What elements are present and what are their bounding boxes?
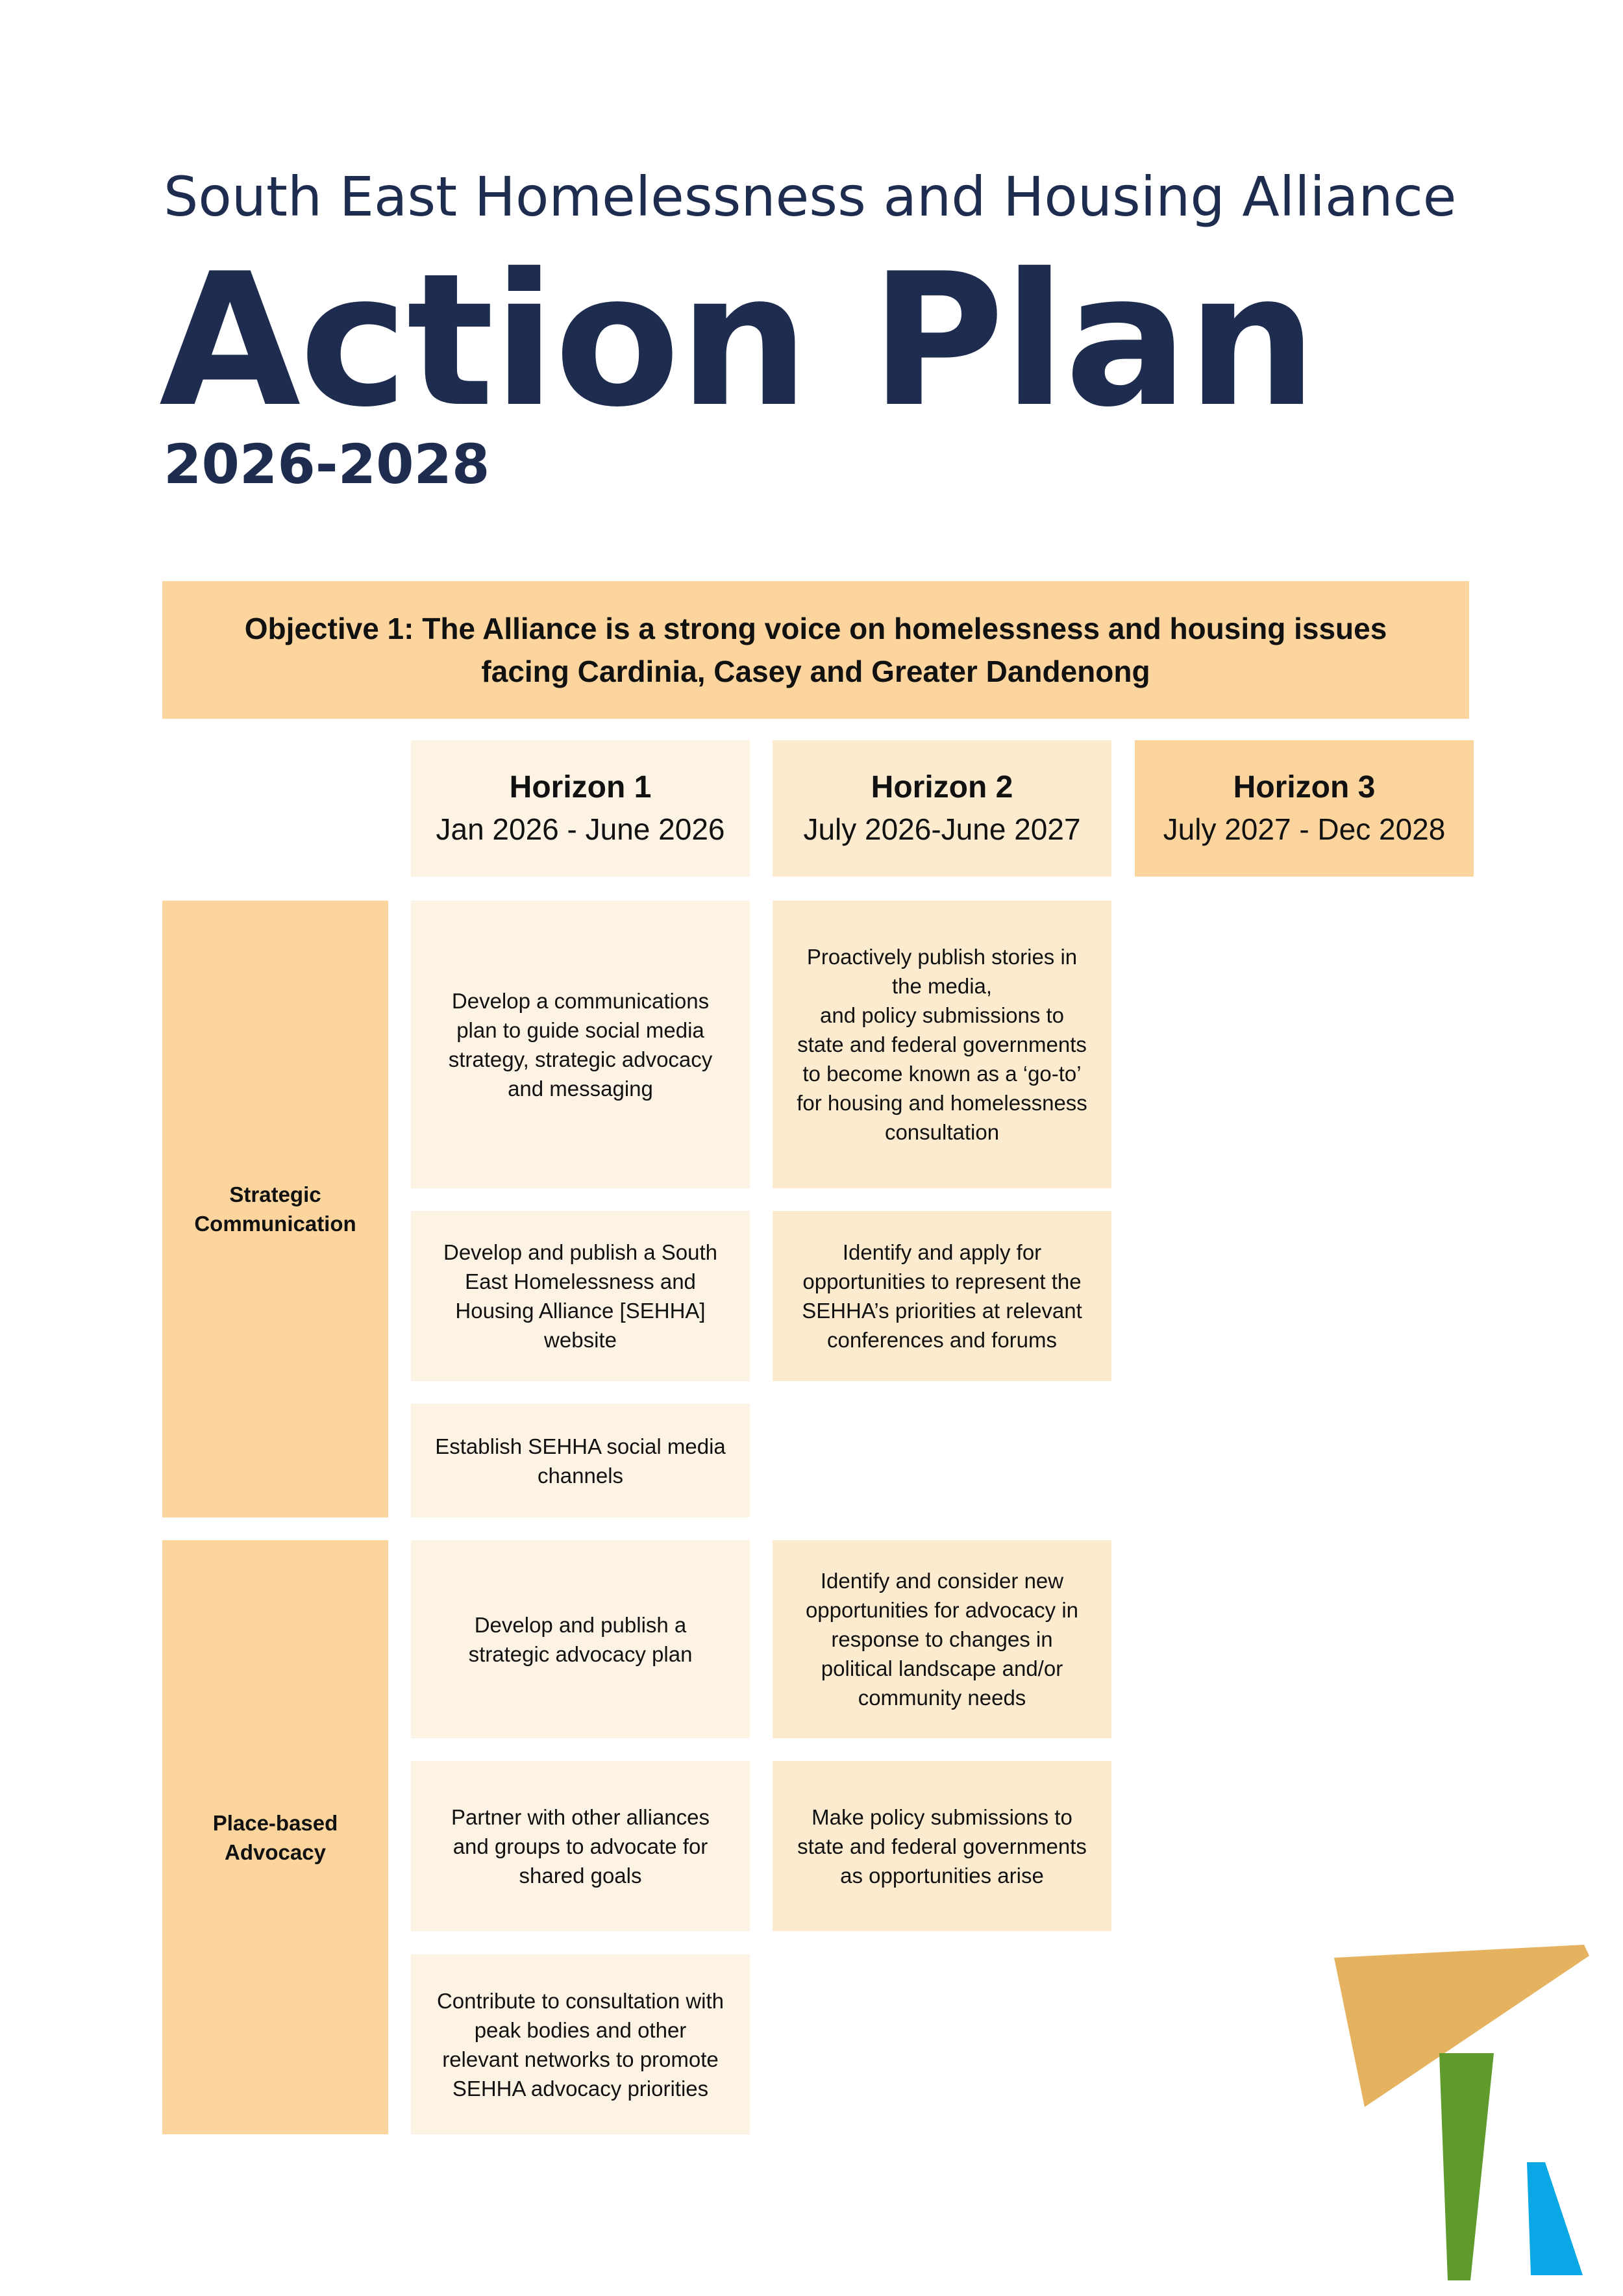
action-text: Establish SEHHA social media channels	[435, 1434, 726, 1488]
action-text: Develop and publish a strategic advocacy plan	[468, 1612, 693, 1666]
action-card	[411, 1540, 750, 1738]
horizon-2-dates: July 2026-June 2027	[803, 812, 1081, 846]
alliance-logo-mark	[1324, 1883, 1623, 2296]
objective-banner	[162, 581, 1469, 719]
action-text: Make policy submissions to state and federal governments as opportunities arise	[797, 1804, 1087, 1888]
action-text: Partner with other alliances and groups to advocate for shared goals	[451, 1804, 710, 1888]
objective-text: Objective 1: The Alliance is a strong voice on homelessness and housing issues facing Cardinia, Casey and Greater Dandenong	[244, 612, 1387, 688]
action-card	[773, 1211, 1111, 1381]
organisation-name: South East Homelessness and Housing Alliance	[164, 165, 1457, 229]
section-label-text: Strategic Communication	[194, 1182, 356, 1236]
horizon-2-name: Horizon 2	[871, 770, 1013, 805]
section-label-strategic-communication	[162, 901, 388, 1517]
horizon-1-header	[411, 740, 750, 877]
horizon-1-dates: Jan 2026 - June 2026	[436, 812, 725, 846]
horizon-3-header	[1135, 740, 1474, 877]
action-text: Develop a communications plan to guide social media strategy, strategic advocacy and messaging	[448, 988, 713, 1101]
logo-blue-stroke	[1527, 2162, 1583, 2275]
horizon-3-name: Horizon 3	[1233, 770, 1376, 805]
horizon-3-dates: July 2027 - Dec 2028	[1163, 812, 1446, 846]
action-text: Identify and consider new opportunities for advocacy in response to changes in political landscape and/or community needs	[805, 1569, 1079, 1710]
action-card	[773, 901, 1111, 1188]
action-card	[411, 1211, 750, 1381]
action-text: Contribute to consultation with peak bodies and other relevant networks to promote SEHHA advocacy priorities	[436, 1988, 725, 2101]
action-text: Identify and apply for opportunities to represent the SEHHA’s priorities at relevant conferences and forums	[802, 1240, 1082, 1352]
action-text: Proactively publish stories in the media,	[806, 945, 1078, 998]
horizon-2-header	[773, 740, 1111, 877]
action-card	[411, 1954, 750, 2134]
action-text: Develop and publish a South East Homelessness and Housing Alliance [SEHHA] website	[443, 1240, 717, 1352]
section-label-text: Place-based Advocacy	[212, 1810, 338, 1864]
horizon-1-name: Horizon 1	[509, 770, 652, 805]
action-text: and policy submissions to state and federal governments to become known as a ‘go-to’ for housing and homelessness consultation	[797, 1003, 1087, 1144]
action-card	[411, 1761, 750, 1931]
action-card	[411, 901, 750, 1188]
action-card	[773, 1761, 1111, 1931]
plan-years: 2026-2028	[164, 432, 490, 496]
page-title: Action Plan	[159, 234, 1316, 447]
section-label-place-based-advocacy	[162, 1540, 388, 2134]
action-card	[411, 1404, 750, 1517]
action-card	[773, 1540, 1111, 1738]
logo-green-stroke	[1439, 2053, 1494, 2280]
